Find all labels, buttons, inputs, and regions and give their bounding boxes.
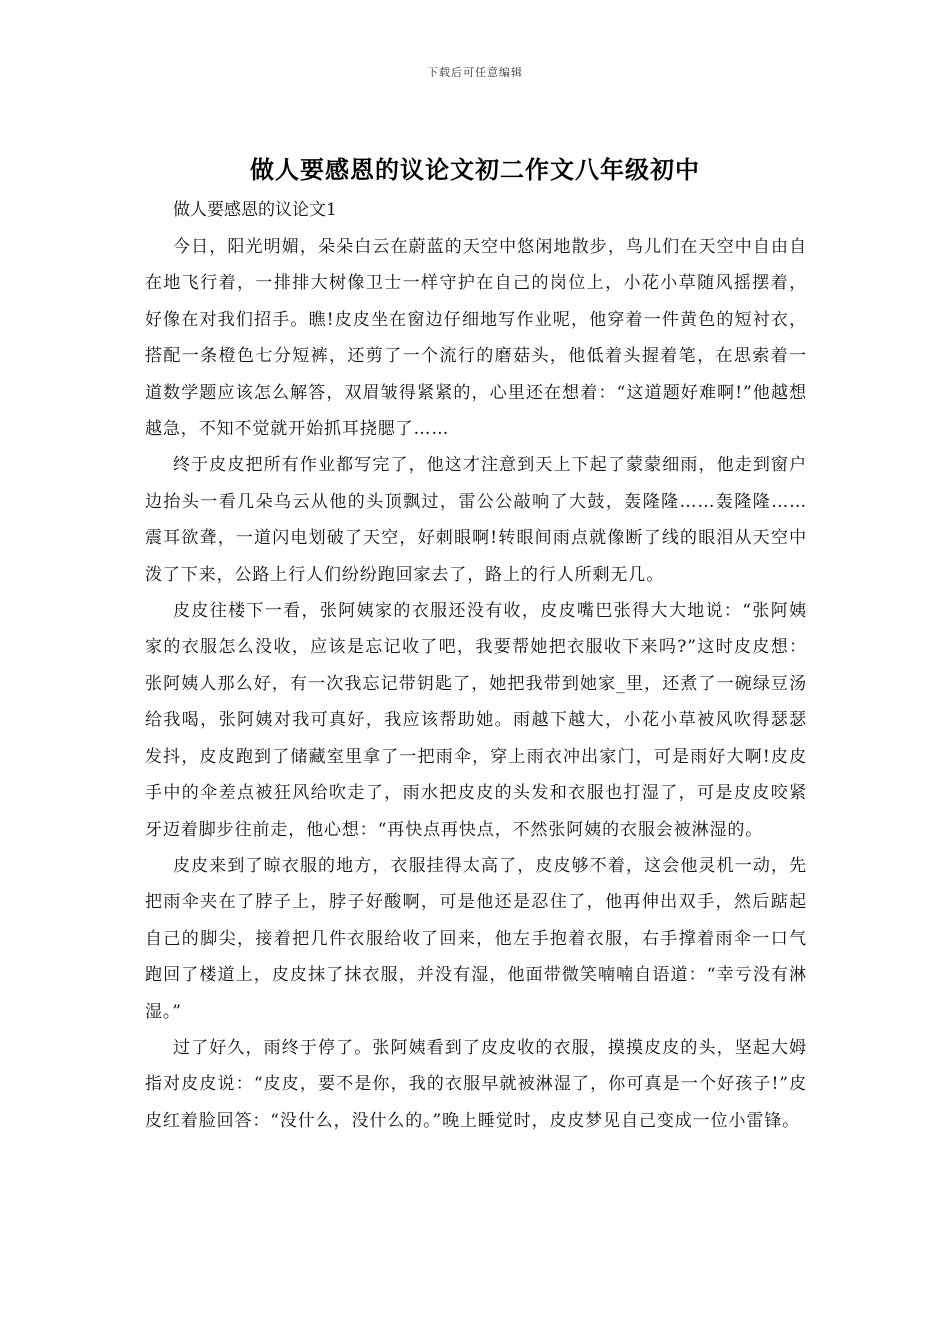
document-body: [145, 192, 807, 1139]
paragraph-1: 今日，阳光明媚，朵朵白云在蔚蓝的天空中悠闲地散步，鸟儿们在天空中自由自在地飞行着，一排排大树像卫士一样守护在自己的岗位上，小花小草随风摇摆着，好像在对我们招手。瞧!皮皮坐在窗边仔细地写作业呢，他穿着一件黄色的短衬衣，搭配一条橙色七分短裤，还剪了一个流行的磨菇头，他低着头握着笔，在思索着一道数学题应该怎么解答，双眉皱得紧紧的，心里还在想着：“这道题好难啊!”他越想越急，不知不觉就开始抓耳挠腮了……: [145, 237, 807, 440]
paragraph-2: 终于皮皮把所有作业都写完了，他这才注意到天上下起了蒙蒙细雨，他走到窗户边抬头一看几朵乌云从他的头顶飘过，雷公公敲响了大鼓，轰隆隆……轰隆隆……震耳欲聋，一道闪电划破了天空，好刺眼啊!转眼间雨点就像断了线的眼泪从天空中泼了下来，公路上行人们纷纷跑回家去了，路上的行人所剩无几。: [145, 455, 807, 585]
paragraph-3: 皮皮往楼下一看，张阿姨家的衣服还没有收，皮皮嘴巴张得大大地说：“张阿姨家的衣服怎么没收，应该是忘记收了吧，我要帮她把衣服收下来吗?”这时皮皮想：张阿姨人那么好，有一次我忘记带钥匙了，她把我带到她家_里，还煮了一碗绿豆汤给我喝，张阿姨对我可真好，我应该帮助她。雨越下越大，小花小草被风吹得瑟瑟发抖，皮皮跑到了储藏室里拿了一把雨伞，穿上雨衣冲出家门，可是雨好大啊!皮皮手中的伞差点被狂风给吹走了，雨水把皮皮的头发和衣服也打湿了，可是皮皮咬紧牙迈着脚步往前走，他心想：“再快点再快点，不然张阿姨的衣服会被淋湿的。: [145, 601, 807, 840]
paragraph-5: 过了好久，雨终于停了。张阿姨看到了皮皮收的衣服，摸摸皮皮的头，坚起大姆指对皮皮说：“皮皮，要不是你，我的衣服早就被淋湿了，你可真是一个好孩子!”皮皮红着脸回答：“没什么，没什么的。”晚上睡觉时，皮皮梦见自己变成一位小雷锋。: [145, 1037, 807, 1131]
paragraph-4: 皮皮来到了晾衣服的地方，衣服挂得太高了，皮皮够不着，这会他灵机一动，先把雨伞夹在了脖子上，脖子好酸啊，可是他还是忍住了，他再伸出双手，然后踮起自己的脚尖，接着把几件衣服给收了回来，他左手抱着衣服，右手撑着雨伞一口气跑回了楼道上，皮皮抹了抹衣服，并没有湿，他面带微笑喃喃自语道：“幸亏没有淋湿。”: [145, 855, 807, 1022]
document-title: 做人要感恩的议论文初二作文八年级初中: [250, 155, 700, 184]
section-subtitle: 做人要感恩的议论文1: [173, 200, 337, 220]
header-note: 下载后可任意编辑: [427, 66, 523, 79]
